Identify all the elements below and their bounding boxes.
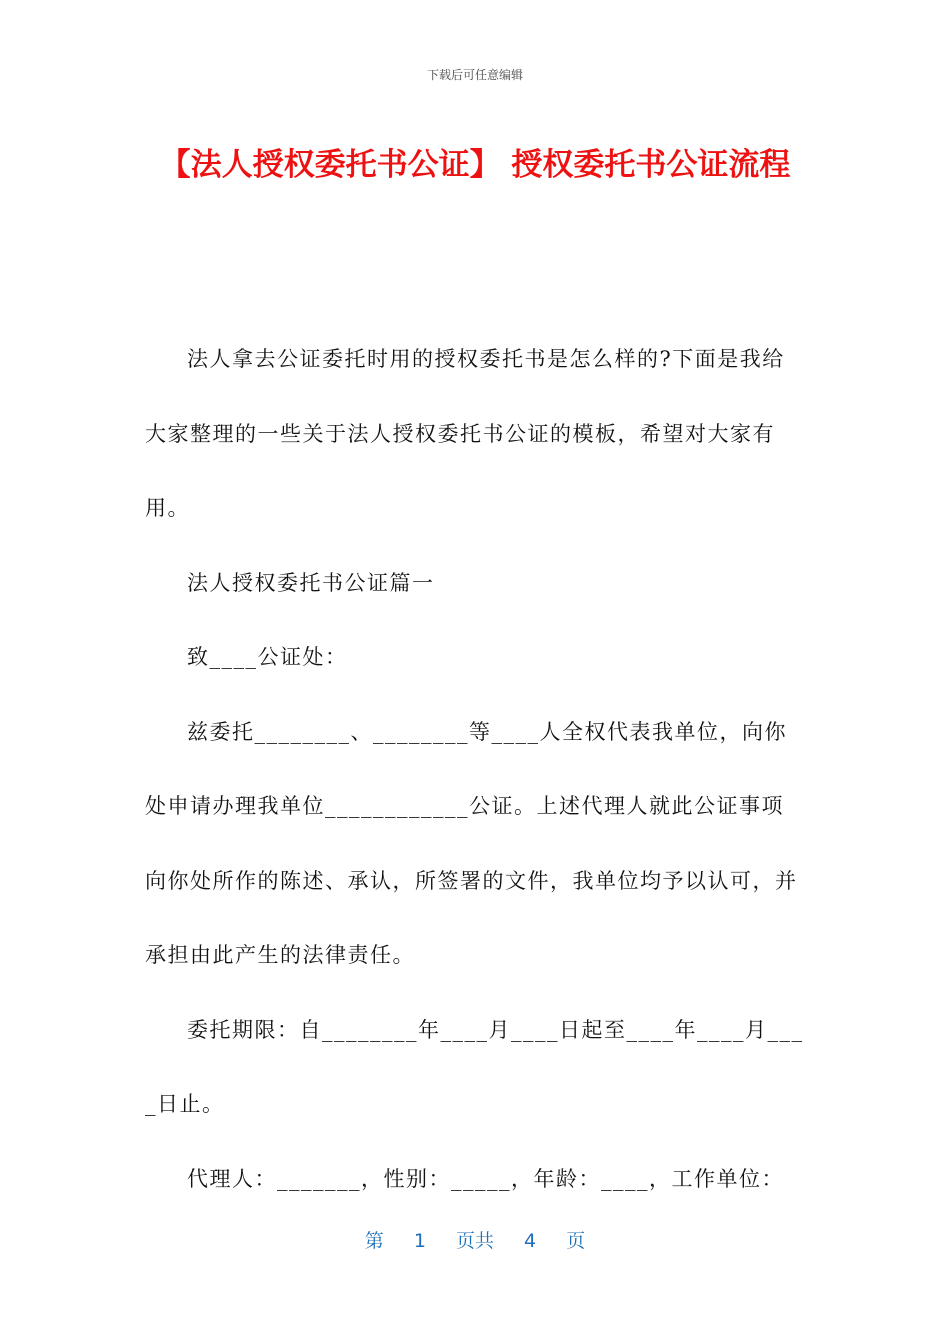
document-body bbox=[145, 322, 805, 1216]
paragraph-term: 委托期限：自________年____月____日起至____年____月____日止。 bbox=[145, 1017, 804, 1116]
footer-prefix: 第 bbox=[364, 1230, 384, 1252]
footer-total-pages: 4 bbox=[524, 1230, 537, 1252]
paragraph-section-heading: 法人授权委托书公证篇一 bbox=[187, 570, 435, 595]
footer-page-number: 1 bbox=[413, 1230, 426, 1252]
footer-middle: 页共 bbox=[455, 1230, 494, 1252]
paragraph-intro: 法人拿去公证委托时用的授权委托书是怎么样的?下面是我给大家整理的一些关于法人授权委托书公证的模板，希望对大家有用。 bbox=[145, 347, 785, 520]
paragraph-entrustment: 兹委托________、________等____人全权代表我单位，向你处申请办理我单位____________公证。上述代理人就此公证事项向你处所作的陈述、承认，所签署的文件，我单位均予以认可，并承担由此产生的法律责任。 bbox=[145, 719, 798, 967]
paragraph-addressee: 致____公证处： bbox=[187, 645, 348, 669]
paragraph-agent-info: 代理人：_______，性别：_____，年龄：____，工作单位： bbox=[187, 1166, 784, 1191]
footer-suffix: 页 bbox=[566, 1230, 586, 1252]
header-note: 下载后可任意编辑 bbox=[426, 68, 523, 82]
page-footer bbox=[0, 1226, 950, 1253]
document-title: 【法人授权委托书公证】 授权委托书公证流程 bbox=[159, 147, 791, 183]
